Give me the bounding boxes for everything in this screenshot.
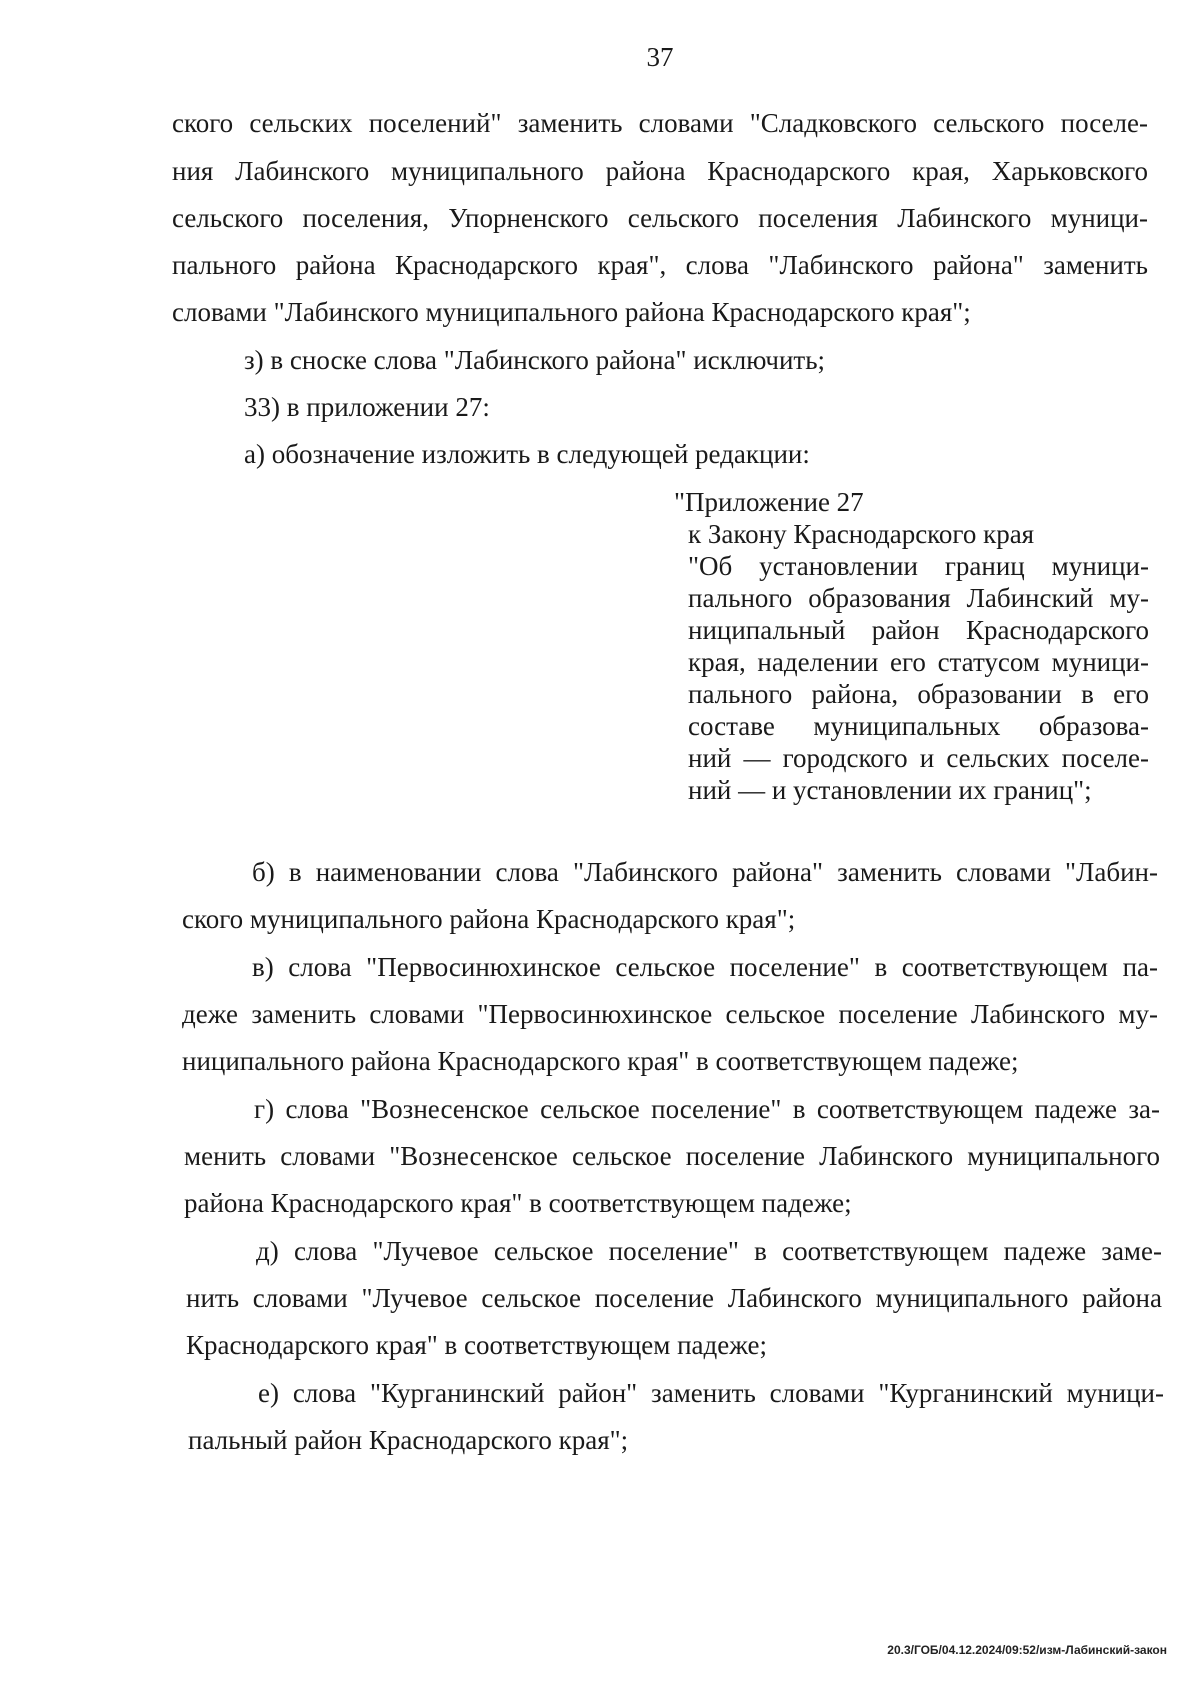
body-line: в) слова "Первосинюхинское сельское поселение" в соответствующем па-: [252, 952, 1158, 982]
body-line: 33) в приложении 27:: [244, 392, 490, 422]
appendix-line: ний — городского и сельских поселе-: [688, 743, 1149, 773]
body-line: Краснодарского края" в соответствующем падеже;: [186, 1330, 768, 1360]
body-line: б) в наименовании слова "Лабинского района" заменить словами "Лабин-: [252, 857, 1158, 887]
body-line: ского сельских поселений" заменить словами "Сладковского сельского поселе-: [172, 108, 1148, 138]
appendix-line: составе муниципальных образова-: [688, 711, 1149, 741]
body-line: сельского поселения, Упорненского сельского поселения Лабинского муници-: [172, 203, 1148, 233]
appendix-line: края, наделении его статусом муници-: [688, 647, 1149, 677]
appendix-line: "Об установлении границ муници-: [688, 551, 1149, 581]
appendix-line: пального района, образовании в его: [688, 679, 1149, 709]
appendix-line: ний — и установлении их границ";: [688, 775, 1092, 805]
appendix-line: к Закону Краснодарского края: [688, 519, 1035, 549]
appendix-line: пального образования Лабинский му-: [688, 583, 1149, 613]
footer-code: 20.3/ГОБ/04.12.2024/09:52/изм-Лабинский-закон: [887, 1643, 1167, 1657]
appendix-line: ниципальный район Краснодарского: [688, 615, 1149, 645]
page-number: 37: [646, 42, 674, 72]
appendix-designation: [674, 486, 1149, 806]
body-line: ниципального района Краснодарского края" в соответствующем падеже;: [182, 1046, 1019, 1076]
appendix-line: "Приложение 27: [674, 487, 864, 517]
body-line: деже заменить словами "Первосинюхинское сельское поселение Лабинского му-: [182, 999, 1158, 1029]
body-line: словами "Лабинского муниципального района Краснодарского края";: [172, 297, 971, 327]
body-line: менить словами "Вознесенское сельское поселение Лабинского муниципального: [184, 1141, 1160, 1171]
body-line: е) слова "Курганинский район" заменить словами "Курганинский муници-: [258, 1378, 1164, 1408]
body-line: пальный район Краснодарского края";: [188, 1425, 629, 1455]
body-line: ния Лабинского муниципального района Краснодарского края, Харьковского: [172, 156, 1148, 186]
body-line: района Краснодарского края" в соответствующем падеже;: [184, 1188, 852, 1218]
body-line: д) слова "Лучевое сельское поселение" в соответствующем падеже заме-: [256, 1236, 1162, 1266]
body-line: г) слова "Вознесенское сельское поселение" в соответствующем падеже за-: [254, 1094, 1160, 1124]
body-line: ского муниципального района Краснодарского края";: [182, 904, 796, 934]
body-line: пального района Краснодарского края", слова "Лабинского района" заменить: [172, 250, 1148, 280]
body-line: з) в сноске слова "Лабинского района" исключить;: [244, 345, 826, 375]
body-line: а) обозначение изложить в следующей редакции:: [244, 439, 810, 469]
body-line: нить словами "Лучевое сельское поселение Лабинского муниципального района: [186, 1283, 1162, 1313]
